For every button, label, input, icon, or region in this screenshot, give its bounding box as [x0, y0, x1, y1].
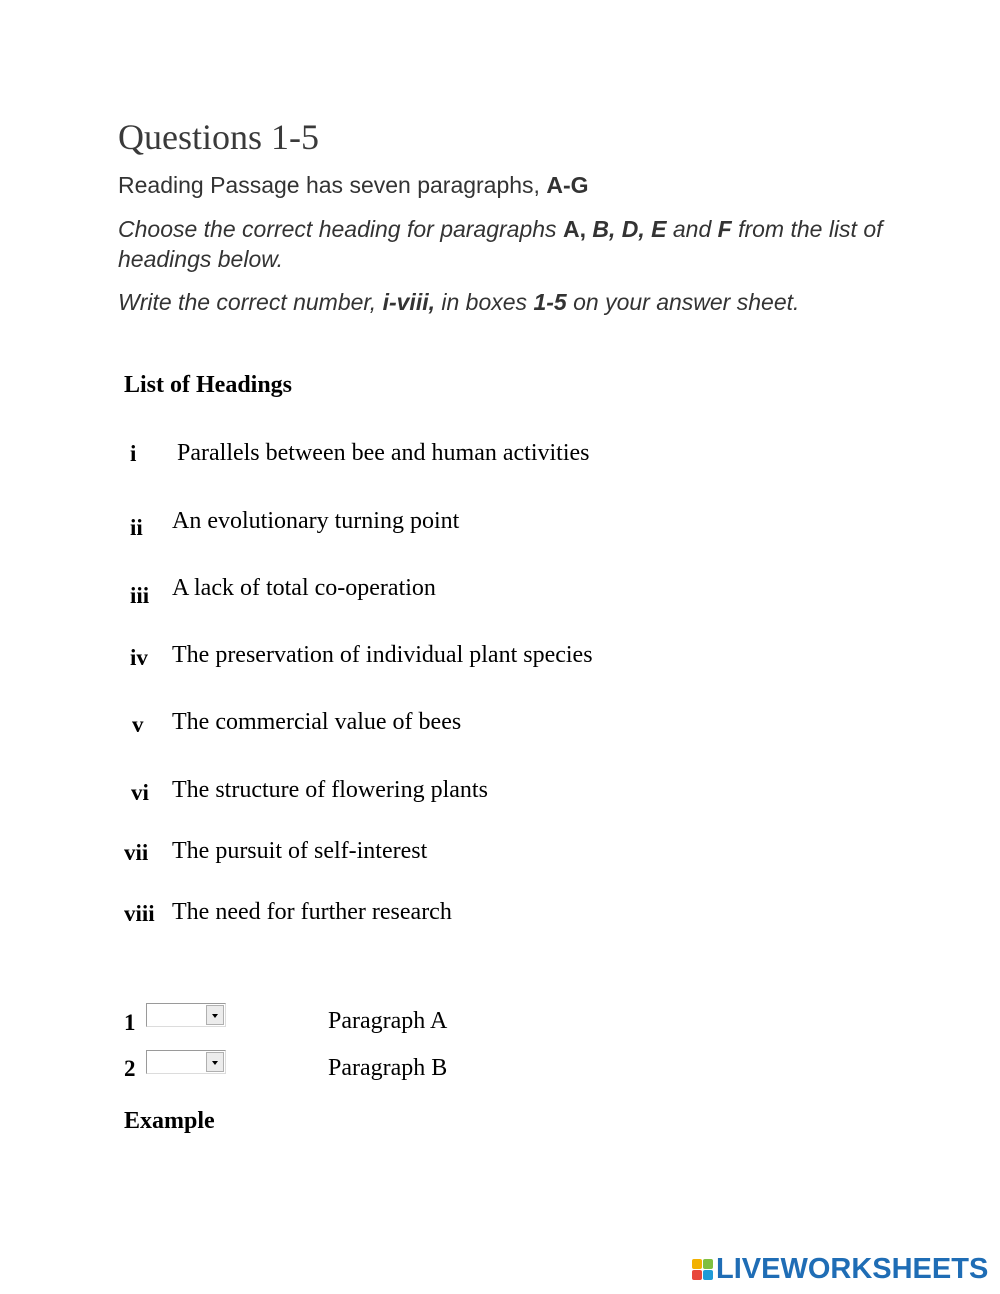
heading-numeral: iii [130, 583, 150, 608]
intro-main: Reading Passage has seven paragraphs, [118, 172, 540, 198]
instruction-write [118, 287, 898, 317]
list-of-headings-title: List of Headings [124, 372, 293, 398]
heading-text: The need for further research [172, 899, 452, 925]
instruction-write-part2: in boxes [435, 289, 534, 315]
heading-text: The structure of flowering plants [172, 777, 488, 803]
paragraph-label: Paragraph B [328, 1055, 448, 1081]
paragraph-label: Paragraph A [328, 1008, 448, 1034]
answer-dropdown-1[interactable] [146, 1003, 226, 1027]
instruction-write-part1: Write the correct number, [118, 289, 383, 315]
intro-text [118, 172, 589, 199]
page-title: Questions 1-5 [118, 117, 319, 157]
logo-text: LIVEWORKSHEETS [716, 1252, 989, 1285]
liveworksheets-logo[interactable] [692, 1252, 988, 1286]
heading-text: The preservation of individual plant species [172, 642, 593, 668]
heading-numeral: v [132, 712, 144, 737]
instruction-write-part3: on your answer sheet. [566, 289, 800, 315]
instruction-choose-part3: from the list of headings below. [118, 216, 883, 272]
chevron-down-icon[interactable] [206, 1005, 224, 1025]
heading-text: An evolutionary turning point [172, 508, 460, 534]
instruction-choose-bold-bde: B, D, E [585, 216, 667, 242]
heading-text: The pursuit of self-interest [172, 838, 428, 864]
question-number: 1 [124, 1010, 136, 1035]
instruction-choose-bold-a: A, [562, 216, 586, 242]
answer-dropdown-2[interactable] [146, 1050, 226, 1074]
intro-range: A-G [546, 172, 589, 198]
instruction-choose [118, 214, 898, 274]
instruction-choose-bold-f: F [717, 216, 732, 242]
example-heading: Example [124, 1108, 215, 1134]
heading-numeral: vii [124, 840, 149, 865]
chevron-down-icon[interactable] [206, 1052, 224, 1072]
heading-numeral: ii [130, 515, 143, 540]
instruction-write-bold-boxes: 1-5 [533, 289, 567, 315]
liveworksheets-logo-icon [692, 1259, 713, 1280]
heading-numeral: vi [131, 780, 149, 805]
heading-numeral: iv [130, 645, 148, 670]
heading-text: The commercial value of bees [172, 709, 462, 735]
heading-text: A lack of total co-operation [172, 575, 436, 601]
heading-text: Parallels between bee and human activities [177, 440, 590, 466]
heading-numeral: i [130, 441, 137, 466]
question-number: 2 [124, 1056, 136, 1081]
instruction-write-bold-range: i-viii, [382, 289, 435, 315]
heading-numeral: viii [124, 901, 155, 926]
instruction-choose-part1: Choose the correct heading for paragraphs [118, 216, 563, 242]
instruction-choose-part2: and [666, 216, 718, 242]
